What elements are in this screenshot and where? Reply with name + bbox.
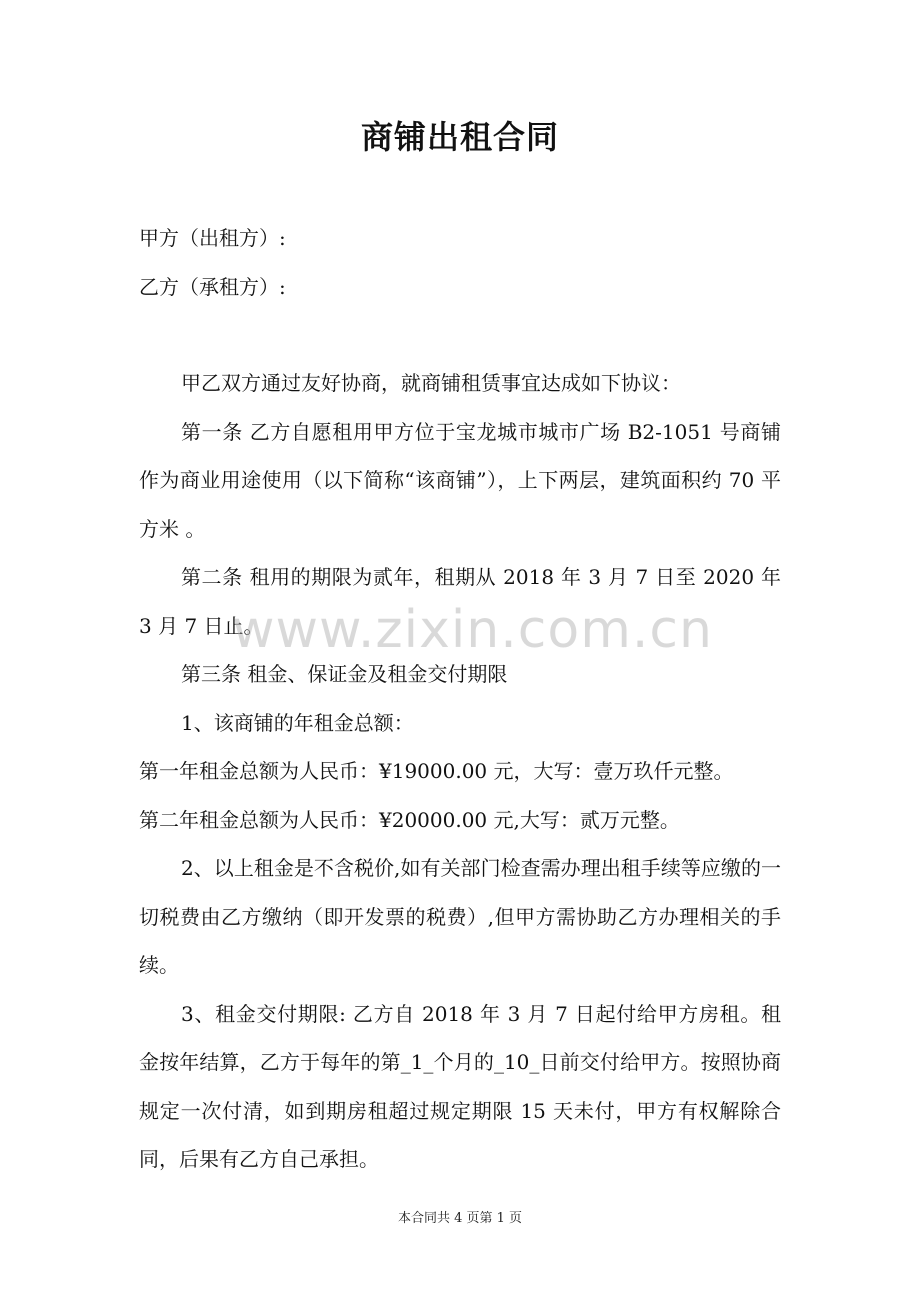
item-3: 3、租金交付期限: 乙方自 2018 年 3 月 7 日起付给甲方房租。租金按年结算，乙方于每年的第_1_个月的_10_日前交付给甲方。按照协商规定一次付清，如到期房租超过规定期限 15 天未付，甲方有权解除合同，后果有乙方自己承担。 xyxy=(139,1001,781,1171)
watermark: www.zixin.com.cn xyxy=(232,600,713,660)
item-1: 1、该商铺的年租金总额： xyxy=(181,710,414,735)
rent-year-1: 第一年租金总额为人民币：¥19000.00 元，大写：壹万玖仟元整。 xyxy=(139,759,734,783)
page-footer: 本合同共 4 页第 1 页 xyxy=(397,1211,523,1226)
blank-line xyxy=(139,311,781,359)
rent-year-2: 第二年租金总额为人民币：¥20000.00 元,大写：贰万元整。 xyxy=(139,807,680,832)
article-2: 第二条 租用的期限为贰年，租期从 2018 年 3 月 7 日至 2020 年 3 月 7 日止。 xyxy=(139,565,781,638)
document-body xyxy=(139,214,781,1184)
party-b-line: 乙方（承租方）: xyxy=(139,274,286,299)
item-2: 2、以上租金是不含税价,如有关部门检查需办理出租手续等应缴的一切税费由乙方缴纳（即开发票的税费）,但甲方需协助乙方办理相关的手续。 xyxy=(139,856,781,977)
party-a-line: 甲方（出租方）: xyxy=(139,226,286,250)
article-3: 第三条 租金、保证金及租金交付期限 xyxy=(181,662,508,686)
article-1: 第一条 乙方自愿租用甲方位于宝龙城市城市广场 B2-1051 号商铺作为商业用途使用（以下简称“该商铺”），上下两层，建筑面积约 70 平方米 。 xyxy=(139,419,781,541)
intro-paragraph: 甲乙双方通过友好协商，就商铺租赁事宜达成如下协议： xyxy=(181,371,681,395)
document-title: 商铺出租合同 xyxy=(360,118,559,156)
